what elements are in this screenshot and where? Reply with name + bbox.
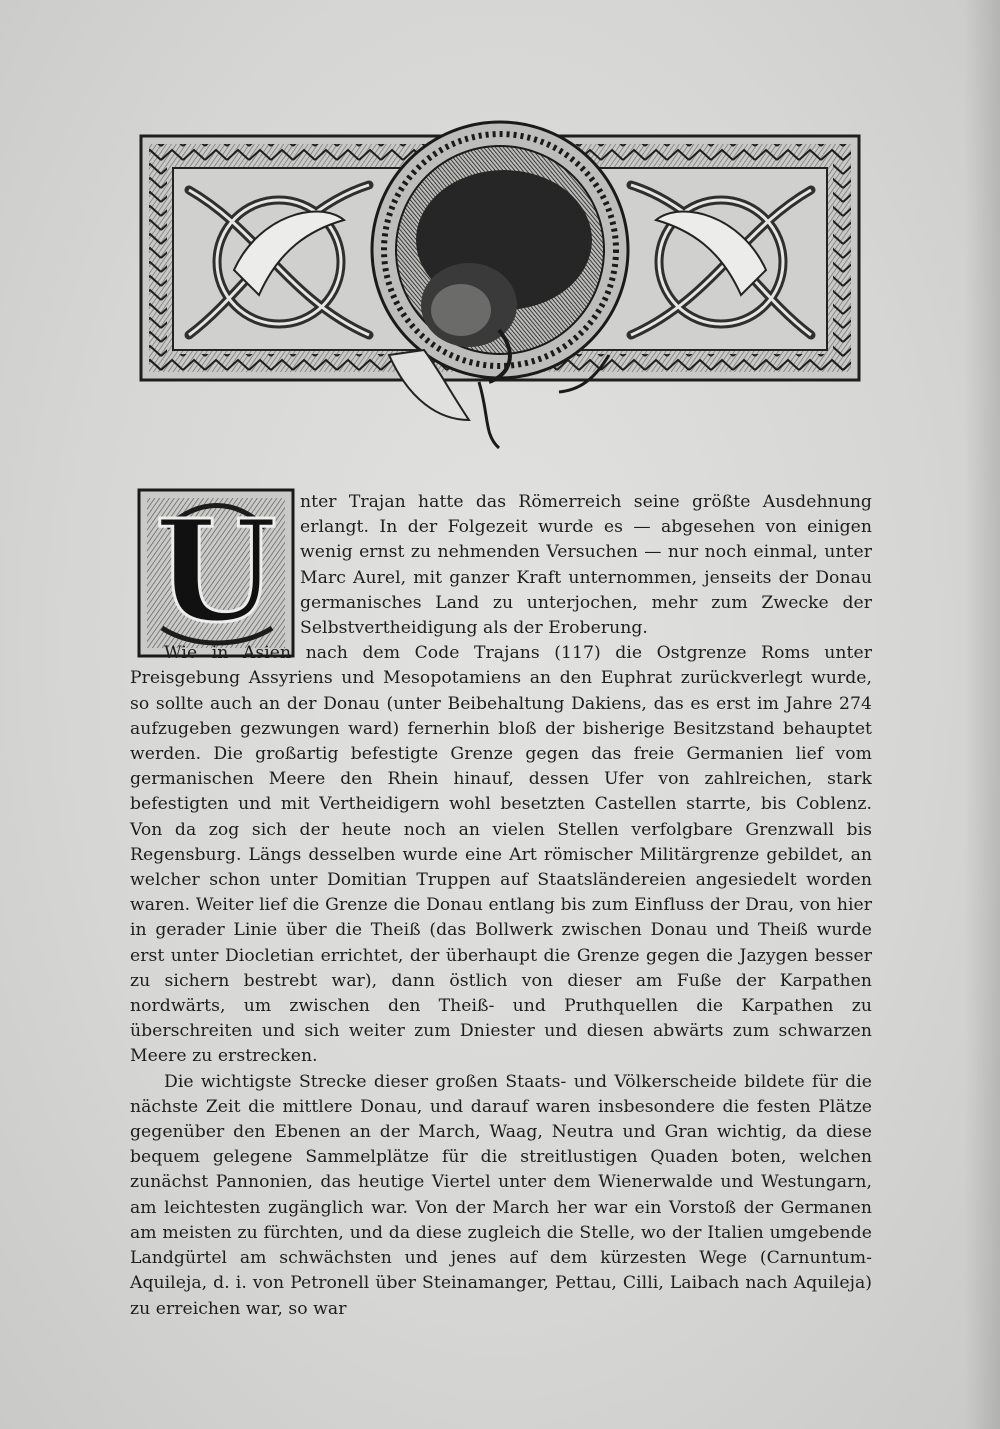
page-gutter-shadow: [964, 0, 1000, 1429]
drop-cap-letter: U: [154, 490, 278, 654]
paragraph-1: nter Trajan hatte das Römerreich seine größte Ausdehnung erlangt. In der Folgezeit wurde es — abgesehen von einigen wenig ernst zu nehmenden Versuchen — nur noch einmal, unter Marc Aurel, mit ganzer Kraft unternommen, jenseits der Donau germanisches Land zu unterjochen, mehr zum Zwecke der Selbstvertheidigung als der Eroberung.: [300, 492, 872, 639]
paragraph-3: Die wichtigste Strecke dieser großen Staats- und Völkerscheide bildete für die nächste Zeit die mittlere Donau, und darauf waren insbesondere die festen Plätze gegenüber den Ebenen an der March, Waag, Neutra und Gran wichtig, da diese bequem gelegene Sammelplätze für die streitlustigen Quaden boten, welchen zunächst Pannonien, das heutige Viertel unter dem Wienerwalde und Westungarn, am leichtesten zugänglich war. Von der March her war ein Vorstoß der Germanen am meisten zu fürchten, und da diese zugleich die Stelle, wo der Italien umgebende Landgürtel am schwächsten und jenes auf dem kürzesten Wege (Carnuntum-Aquileja, d. i. von Petronell über Steinamanger, Pettau, Cilli, Laibach nach Aquileja) zu erreichen war, so war: [130, 1071, 872, 1319]
ornamental-headpiece: [139, 120, 861, 450]
body-text: [130, 490, 872, 1322]
paragraph-2: Wie in Asien nach dem Code Trajans (117) die Ostgrenze Roms unter Preisgebung Assyriens und Mesopotamiens an den Euphrat zurückverlegt wurde, so sollte auch an der Donau (unter Beibehaltung Dakiens, das es erst im Jahre 274 aufzugeben gezwungen ward) fernerhin bloß der bisherige Besitzstand behauptet werden. Die großartig befestigte Grenze gegen das freie Germanien lief vom germanischen Meere den Rhein hinauf, dessen Ufer von zahlreichen, stark befestigten und mit Vertheidigern wohl besetzten Castellen starrte, bis Coblenz. Von da zog sich der heute noch an vielen Stellen verfolgbare Grenzwall bis Regensburg. Längs desselben wurde eine Art römischer Militärgrenze gebildet, an welcher schon unter Domitian Truppen auf Staatsländereien angesiedelt worden waren. Weiter lief die Grenze die Donau entlang bis zum Einfluss der Drau, von hier in gerader Linie über die Theiß (das Bollwerk zwischen Donau und Theiß wurde erst unter Diocletian errichtet, der überhaupt die Grenze gegen die Jazygen besser zu sichern bestrebt war), dann östlich von dieser am Fuße der Karpathen nordwärts, um zwischen den Theiß- und Pruthquellen die Karpathen zu überschreiten und sich weiter zum Dniester und diesen abwärts zum schwarzen Meere zu erstrecken.: [130, 643, 872, 1067]
